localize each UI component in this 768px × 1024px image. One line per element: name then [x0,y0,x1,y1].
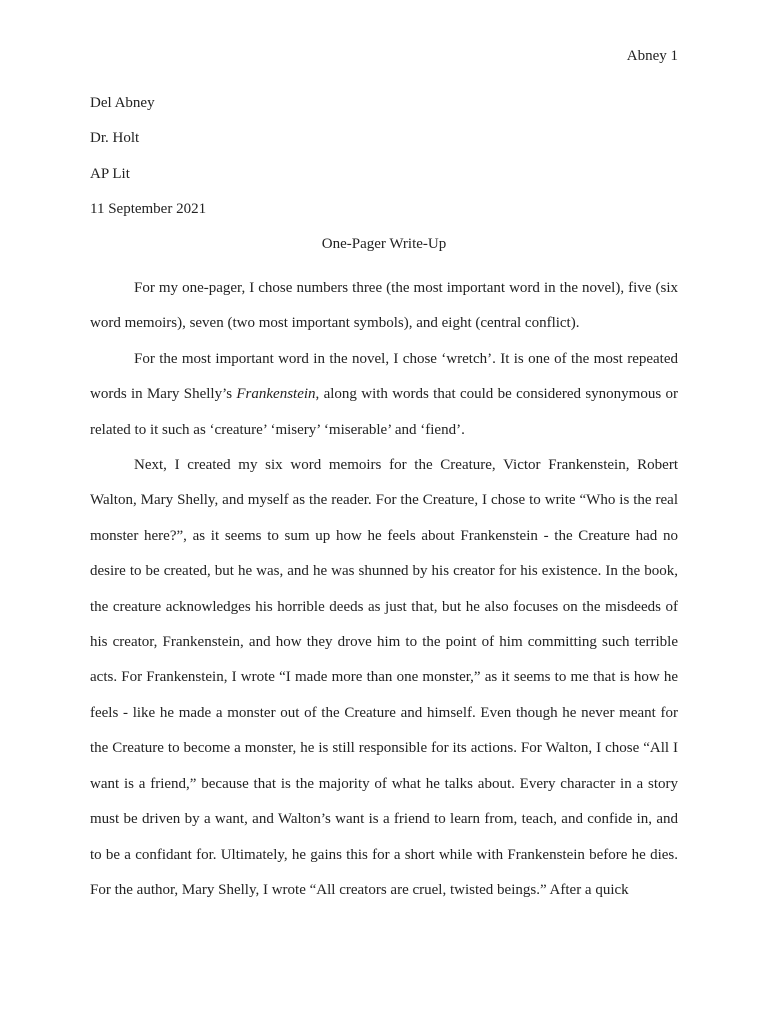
date: 11 September 2021 [90,201,207,218]
running-header-page-number: Abney 1 [626,48,678,64]
paragraph-1: For my one-pager, I chose numbers three (the most important word in the novel), five (six word memoirs), seven (two most important symbols), and eight (central conflict). [90,280,678,332]
paragraph-2-text-start: For the most important word in the novel, I chose ‘wretch’. It is one of the most repeated words in Mary Shelly’s [90,350,678,403]
paragraph-3: Next, I created my six word memoirs for the Creature, Victor Frankenstein, Robert Walton, Mary Shelly, and myself as the reader. For the Creature, I chose to write “Who is the real monster here?”, as it seems to sum up how he feels about Frankenstein - the Creature had no desire to be created, but he was, and he was shunned by his creator for his existence. In the book, the creature acknowledges his horrible deeds as just that, but he also focuses on the misdeeds of his creator, Frankenstein, and how they drove him to the point of him committing such terrible acts. For Frankenstein, I wrote “I made more than one monster,” as it seems to me that is how he feels - like he made a monster out of the Creature and himself. Even though he never meant for the Creature to become a monster, he is still responsible for its actions. For Walton, I chose “All I want is a friend,” because that is the majority of what he talks about. Every character in a story must be driven by a want, and Walton’s want is a friend to learn from, teach, and confide in, and to be a confidant for. Ultimately, he gains this for a short while with Frankenstein before he dies. For the author, Mary Shelly, I wrote “All creators are cruel, twisted beings.” After a quick [90,457,678,898]
paragraph-2-text-end: , along with words that could be considered synonymous or related to it such as ‘creature’ ‘misery’ ‘miserable’ and ‘fiend’. [90,386,678,438]
teacher-name: Dr. Holt [90,130,140,147]
paragraph-2 [90,342,678,448]
course-name: AP Lit [90,165,130,182]
body-text [90,271,678,908]
document-title: One-Pager Write-Up [321,236,447,252]
student-name: Del Abney [90,95,155,111]
mla-heading [90,93,678,235]
book-title-italic: Frankenstein [236,386,316,403]
